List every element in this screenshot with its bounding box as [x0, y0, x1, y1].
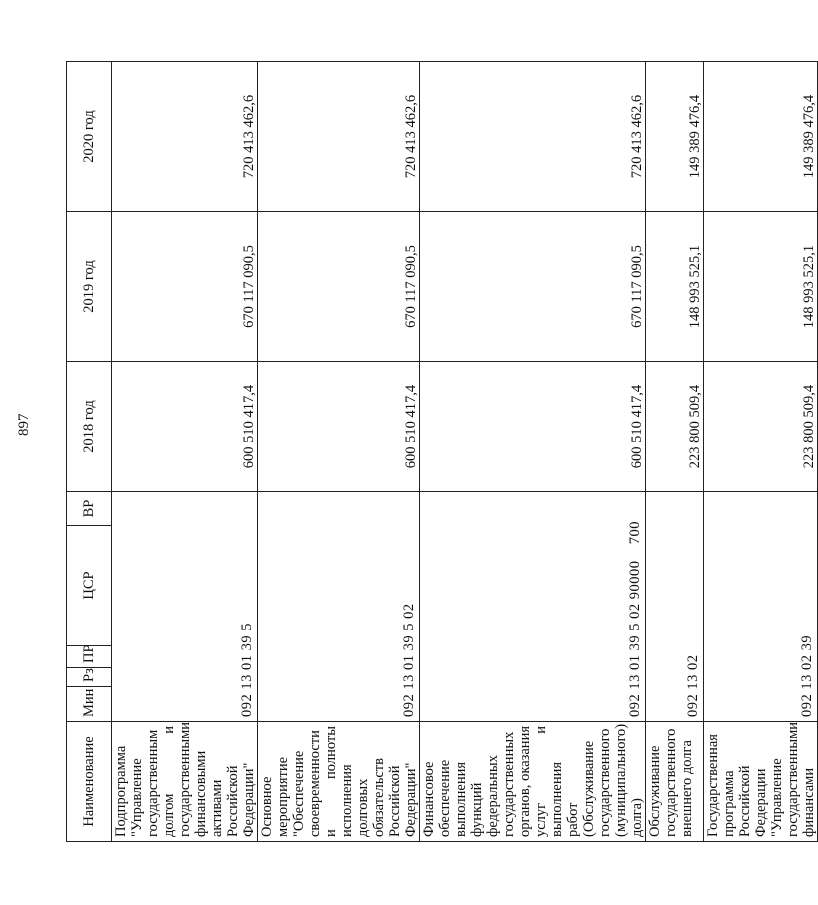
row-2018: 600 510 417,4 [258, 362, 420, 492]
row-vr-text: 700 [627, 521, 643, 545]
row-codes-text: 092 13 02 39 [799, 634, 815, 717]
col-header-vr: ВР [67, 492, 112, 526]
row-2018: 600 510 417,4 [420, 362, 646, 492]
budget-table [66, 61, 818, 842]
col-header-2018: 2018 год [67, 362, 112, 492]
row-name: Финансовое обеспечение выполнения функций федеральных государственных органов, оказания услуг и выполнения работ (Обслуживание государственного (муниципального) долга) [420, 722, 646, 842]
table-row [704, 62, 818, 842]
row-name: Обслуживание государственного внешнего долга [646, 722, 704, 842]
col-header-rz: Рз [67, 668, 112, 687]
row-name: Основное мероприятие "Обеспечение своевременности и полноты исполнения долговых обязательств Российской Федерации" [258, 722, 420, 842]
row-codes [258, 492, 420, 722]
row-2019: 670 117 090,5 [112, 212, 258, 362]
table-row [646, 62, 704, 842]
table-row [112, 62, 258, 842]
row-2020: 149 389 476,4 [704, 62, 818, 212]
col-header-name: Наименование [67, 722, 112, 842]
row-codes-text: 092 13 01 39 5 02 90000 [627, 560, 643, 717]
row-2018: 223 800 509,4 [646, 362, 704, 492]
row-codes-text: 092 13 01 39 5 02 [401, 603, 417, 717]
row-2019: 148 993 525,1 [646, 212, 704, 362]
row-2019: 670 117 090,5 [420, 212, 646, 362]
budget-table-rotated [66, 62, 817, 842]
row-codes [420, 492, 646, 722]
col-header-pr: ПР [67, 646, 112, 668]
row-codes [112, 492, 258, 722]
col-header-csr: ЦСР [67, 526, 112, 646]
row-2020: 149 389 476,4 [646, 62, 704, 212]
table-row [420, 62, 646, 842]
row-name: Подпрограмма "Управление государственным долгом и государственными финансовыми активами Российской Федерации" [112, 722, 258, 842]
row-name: Государственная программа Российской Федерации "Управление государственными финансами [704, 722, 818, 842]
col-header-2019: 2019 год [67, 212, 112, 362]
row-2020: 720 413 462,6 [112, 62, 258, 212]
row-2018: 600 510 417,4 [112, 362, 258, 492]
page-number: 897 [16, 413, 32, 436]
row-2019: 148 993 525,1 [704, 212, 818, 362]
table-header-row [67, 62, 112, 842]
col-header-min: Мин [67, 687, 112, 722]
row-codes [646, 492, 704, 722]
row-2018: 223 800 509,4 [704, 362, 818, 492]
col-header-2020: 2020 год [67, 62, 112, 212]
row-codes-text: 092 13 02 [685, 654, 701, 717]
row-2020: 720 413 462,6 [420, 62, 646, 212]
row-2019: 670 117 090,5 [258, 212, 420, 362]
table-row [258, 62, 420, 842]
row-codes-text: 092 13 01 39 5 [239, 623, 255, 717]
row-codes [704, 492, 818, 722]
row-2020: 720 413 462,6 [258, 62, 420, 212]
